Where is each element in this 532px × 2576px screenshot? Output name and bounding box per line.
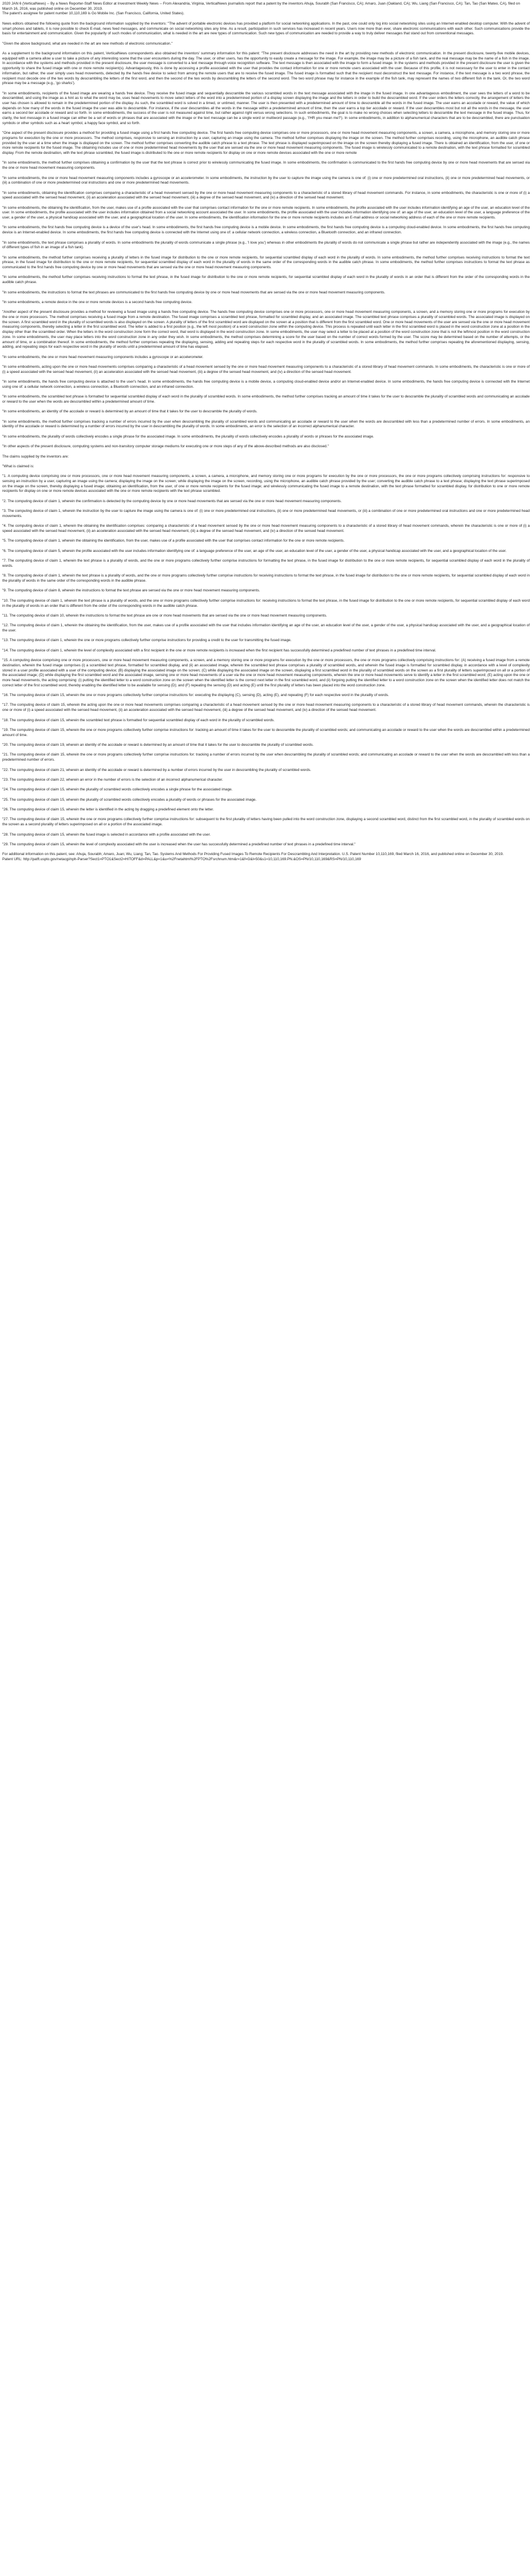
dateline: 2020 JAN 6 (VerticalNews) -- By a News Reporter-Staff News Editor at Investment Weekly News -- From Alexandria, Virginia, VerticalNews journalists report that a patent by the inventors Ahuja, Sourabh (San Francisco, CA); Amaro, Juan (Oakland, CA); Wu, Liang (San Francisco, CA); Tan, Tao (San Mateo, CA), filed on March 16, 2016, was published online on December 30, 2019.	[2, 2, 521, 11]
intro-paragraph: "In other aspects of the present disclosure, computing systems and non-transitory computer storage mediums for executing one or more steps of any of the above-described methods are also disclosed."	[2, 444, 329, 449]
claim-paragraph: "7. The computing device of claim 1, wherein the text phrase is a plurality of words, and the one or more programs collectively further comprise instructions for formatting the text phrase, in the fused image for distribution to the one or more remote recipients, for sequential scrambled display of each word in the plurality of words.	[2, 559, 530, 568]
intro-paragraph: "In some embodiments, the first hands free computing device is a device of the user's head. In some embodiments, the first hands free computing device is a mobile device. In some embodiments, the first hands free computing device is a computing cloud-enabled device. In some embodiments, the first hands free computing device is an Internet-enabled device. In some embodiments, the first hands free computing device is connected with the Internet using one of: a cellular network connection, a wireless connection, a Bluetooth connection, and an infrared connection.	[2, 225, 530, 235]
intro-section	[2, 22, 530, 470]
intro-paragraph: "One aspect of the present disclosure provides a method for providing a fused image using a first hands free computing device. The first hands free computing device comprises one or more processors, one or more head movement measuring components, a screen, a camera, a microphone, and memory storing one or more programs for execution by the one or more processors. The method comprises, responsive to sensing an instruction by a user, capturing an image using the camera. The method further comprises displaying the image on the screen. The method further comprises recording, using the microphone, an audible catch phrase provided by the user at a time when the image is displayed on the screen. The method further comprises converting the audible catch phrase to a text phrase. The text phrase is displayed superimposed on the image on the screen thereby displaying a fused image. There is obtained an identification, from the user, of one or more remote recipients for the fused image. The obtaining includes use of one or more predetermined head movements by the user that are sensed via the one or more head movement measuring components. The fused image is wirelessly communicated to a remote destination, with the text phrase formatted for scrambled display. From the remote destination, with the text phrase scrambled, the fused image is distributed to the one or more remote recipients for display on one or more remote devices associated with the one or more remote	[2, 131, 530, 156]
claim-paragraph: "22. The computing device of claim 21, wherein an identity of the accolade or reward is determined by a number of errors incurred by the user in descrambling the plurality of scrambled words.	[2, 768, 311, 772]
intro-paragraph: "In some embodiments, the one or more head movement measuring components includes a gyroscope or an accelerometer.	[2, 355, 204, 359]
intro-paragraph: "What is claimed is:	[2, 464, 34, 468]
claim-paragraph: "4. The computing device of claim 1, wherein the obtaining the identification comprises: comparing a characteristic of a head movement sensed by the one or more head movement measuring components to a characteristic of a stored library of head movement commands, wherein the characteristic is one or more of (i) a speed associated with the sensed head movement, (ii) an acceleration associated with the sensed head movement, (iii) a degree of the sensed head movement, and (iv) a direction of the sensed head movement.	[2, 524, 530, 534]
claim-paragraph: "11. The computing device of claim 10, wherein the instructions to format the text phrase are one or more head movements that are sensed via the one or more head movement measuring components.	[2, 613, 327, 618]
claim-paragraph: "24. The computing device of claim 15, wherein the plurality of scrambled words collectively encodes a single phrase for the associated image.	[2, 788, 233, 792]
intro-paragraph: "In some embodiments, a remote device in the one or more remote devices is a second hands free computing device.	[2, 300, 193, 304]
claim-paragraph: "26. The computing device of claim 15, wherein the letter is identified in the acting by dragging a predefined element onto the letter.	[2, 808, 214, 812]
intro-paragraph: "In some embodiments, recipients of the fused image are wearing a hands free device. They receive the fused image and sequentially descramble the various scrambled words in the text message associated with the image in the fused image. In one advantageous embodiment, the user sees the letters of a word to be descrambled, and using the image as a hint as to what the word may be, uses head movements to move select letters of the word into a predetermined portion of a display screen displaying the image and the letters in order to build the descrambled word. If the user orders the letters correctly, the arrangement of letters the user has chosen is allowed to remain in the predetermined portion of the display. As such, the scrambled word is solved in a timed, or untimed, manner. The user is then presented with a predetermined amount of time to descramble all the words in the fused image. The user earns an accolade or reward, the value of which depends on how many of the words in the fused image the user was able to descramble. For instance, if the user descrambles all the words in the message within a predetermined amount of time, then the user earns a top tier accolade or reward. If the user descrambles most but not all the words in the message, the user earns a second tier accolade or reward and so forth. In some embodiments, the success of the user is not measured against time, but rather against right versus wrong selections. In such embodiments, the goal is to make no wrong choices when selecting letters to descramble the text message in the fused image. Thus, for clarity, the text message in a fused image can either be a set of words or phrases that are associated with the image or the text message can be a single word or multiword passage (e.g., 'I'HR you mean me?'). In some embodiments, in addition to alphanumerical characters that are to be descrambled, there are punctuation symbols or other symbols such as a heart symbol, a happy face symbol, and so forth.	[2, 91, 530, 125]
intro-paragraph: As a supplement to the background information on this patent, VerticalNews correspondents also obtained the inventors' summary information for this patent: "The present disclosure addresses the need in the art by providing new methods of electronic communication. In the present disclosure, twenty-five mobile devices, equipped with a camera allow a user to take a picture of any interesting scene that the user encounters during the day. The user, or other users, has the opportunity to easily create a message for the image. For example, the image may be a picture of a fish tank, and the real message may be the name of a fish in the image. In accordance with the systems and methods provided in the present disclosure, the user message is converted to a text message through voice recognition software. The text message is then associated with the image to form a fused image. In the systems and methods provided in the present disclosure the user is given the opportunity to share the fused image with one or more remote recipient(s). Advantageously, this is done by accessing a profile associated with the user that provides the contact information for one or more remote users associated with the user. Because of this profile, it is not necessary for the user to enter in the contact information, but rather, the user simply uses head movements, detected by the hands free device to select from among the remote users that are to receive the fused image. The fused image is formatted such that the recipient must deconstruct the text message. For instance, if the text message is a two word phrase, the recipient must decode one of the two words by descrambling the letters of the first word, and then the second of the two words by descrambling the letters of the second word. The two word phrase may for instance in the example of the fish tank, may represent the names of two different fish in the tank. Or, the two word phrase may be a message (e.g., 'go sharks').	[2, 51, 530, 86]
intro-paragraph: "In some embodiments, the method further comprises receiving instructions to format the text phrase, in the fused image for distribution to the one or more remote recipients, for sequential scrambled display of each word in the plurality of words in an order that is different from the order of the corresponding words in the audible catch phrase.	[2, 275, 530, 285]
intro-paragraph: "In some embodiments, acting upon the one or more head movements comprises comparing a characteristic of a head movement sensed by the one or more head movement measuring components to a characteristic of a stored library of head movement commands. In some embodiments, the characteristic is one or more of (i) a speed associated with the sensed head movement, (ii) an acceleration associated with the sensed head movement, (iii) a degree of the sensed head movement, and (iv) a direction of the sensed head movement.	[2, 365, 530, 374]
claim-paragraph: "12. The computing device of claim 1, wherein the obtaining the identification, from the user, makes use of a profile associated with the user that includes information identifying an age of the user, an education level of the user, a gender of the user, a physical handicap associated with the user, and a geographical location of the user.	[2, 623, 530, 633]
intro-paragraph: "In some embodiments, the instructions to format the text phrases are communicated to the first hands free computing device by one or more head movements that are sensed via the one or more head movement measuring components.	[2, 290, 386, 295]
claim-paragraph: "6. The computing device of claim 5, wherein the profile associated with the user includes information identifying one of: a language preference of the user, an age of the user, an education level of the user, a gender of the user, a physical handicap associated with the user, and a geographical location of the user.	[2, 548, 507, 553]
claim-paragraph: "3. The computing device of claim 1, wherein the instruction by the user to capture the image using the camera is one of: (i) one or more predetermined oral instructions, (ii) one or more predetermined head movements, or (iii) a combination of one or more predetermined oral instructions and one or more predetermined head movements.	[2, 509, 530, 518]
claims-section	[2, 474, 530, 847]
intro-paragraph: "Given the above background, what are needed in the art are new methods of electronic communication."	[2, 41, 173, 46]
claim-paragraph: "28. The computing device of claim 15, wherein the fused image is selected in accordance with a profile associated with the user.	[2, 832, 211, 837]
intro-paragraph: "In some embodiments, an identity of the accolade or reward is determined by an amount of time that it takes for the user to descramble the plurality of words.	[2, 410, 257, 414]
claim-paragraph: "15. A computing device comprising one or more processors, one or more head movement measuring components, a screen, and a memory storing one or more programs for execution by the one or more processors, the one or more programs collectively comprising instructions for: (A) receiving a fused image from a remote destination, wherein the fused image comprises (i) a scrambled text phrase, formatted for scrambled display, and (ii) an associated image, wherein the scrambled text phrase comprises a plurality of scrambled words, and wherein the fused image is formatted for scrambled display, in accordance with a level of complexity stored in a user profile associated with a user of the computing device; (B) displaying the associated image on the screen; (C) while displaying the associated image on the screen, displaying a first scrambled word in the plurality of scrambled words on the screen as a first plurality of letters superimposed on all or a portion of the associated image; (D) while displaying the first scrambled word and the associated image, sensing one or more head movements of a user via the one or more head movement measuring components, wherein the one or more head movements serve to identify a letter in the first scrambled word; (E) acting upon the one or more head movements, the acting comprising: (i) putting the identified letter to a word construction zone on the screen when the identified letter is the correct next letter in the first scrambled word, and (ii) forgoing putting the identified letter to a word construction zone on the screen when the identified letter does not match the correct letter of the first scrambled word, thereby enabling the identified letter to be available for sensing (D); and (F) repeating the sensing (D) and acting (E) until the first plurality of letters has been placed into the word construction zone.	[2, 658, 530, 687]
claim-paragraph: "29. The computing device of claim 15, wherein the level of complexity associated with the user is increased when the user has successfully determined a predefined number of text phrases in a predefined time interval."	[2, 842, 356, 846]
claim-paragraph: "9. The computing device of claim 8, wherein the instructions to format the text phrase are sensed via the one or more head movement measuring components.	[2, 589, 260, 593]
intro-paragraph: "In some embodiments, the method further comprises obtaining a confirmation by the user that the text phrase is correct prior to wirelessly communicating the fused image. In some embodiments, the confirmation is communicated to the first hands free computing device by one or more head movements that are sensed via the one or more head movement measuring components.	[2, 161, 530, 170]
claim-paragraph: "13. The computing device of claim 1, wherein the one or more programs collectively further comprise instructions for providing a credit to the user for transmitting the fused image.	[2, 638, 292, 643]
claim-paragraph: "25. The computing device of claim 15, wherein the plurality of scrambled words collectively encodes a plurality of words or phrases for the associated image.	[2, 797, 257, 802]
intro-paragraph: "In some embodiments, the plurality of words collectively encodes a single phrase for the associated image. In some embodiments, the plurality of words collectively encodes a plurality of words or phrases for the associated image.	[2, 434, 374, 439]
intro-paragraph: "In some embodiments, the method further comprises receiving a plurality of letters in the fused image for distribution to the one or more remote recipients, for sequential scrambled display of each word in the plurality of words. In some embodiments, the method further comprises receiving instructions to format the text phrase, in the fused image for distribution to the one or more remote recipients, for sequential scrambled display of each word in the plurality of words in the same order of the corresponding words in the audible catch phrase. In some embodiments, the method further comprises instructions to format the text phrase as communicated to the first hands free computing device by one or more head movements that are sensed via the one or more head movement measuring components.	[2, 255, 530, 270]
intro-paragraph: "Another aspect of the present disclosure provides a method for reviewing a fused image using a hands free computing device. The hands free computing device comprises one or more processors, one or more head movement measuring components, a screen, and a memory storing one or more programs for execution by the one or more processors. The method comprises receiving a fused image from a remote destination. The fused image comprises a scrambled text phrase, formatted for scrambled display, and an associated image. The scrambled text phrase comprises a plurality of scrambled words. The associated image is displayed on the screen. A first scrambled word in the plurality of scrambled words is also displayed on the screen. A plurality of letters of the first scrambled word are displayed on the screen at a position that is different from the first scrambled word. One or more head movements of the user are sensed via the one or more head movement measuring components, thereby selecting a letter in the first scrambled word. The letter is added to a first position (e.g., the left most position) of a word construction zone within the computing device. This process is repeated until each letter in the first scrambled word is placed in the word construction zone at a position in the display other than the scrambled order. When the letters in the word construction zone form the correct word, that word is displayed in the word construction zone. In some embodiments, the user may select a letter to be placed at a position of the word construction zone that is not the leftmost position in the word construction zone. In some embodiments, the user may place letters into the word construction zone in any order they wish. In some embodiments, the method comprises determining a score for the user based on the number of correct words formed by the user. The score may be determined based on the number of attempts, or the amount of time, or a combination thereof. In some embodiments, the method further comprises repeating the displaying, sensing, adding and repeating steps for each respective word in the plurality of scrambled words. In some embodiments, the method further comprises repeating the aforementioned displaying, sensing, adding, and repeating steps for each respective word in the plurality of words until a predetermined amount of time has elapsed.	[2, 310, 530, 349]
claim-paragraph: "14. The computing device of claim 1, wherein the level of complexity associated with a first recipient in the one or more remote recipients is increased when the first recipient has successfully determined a predefined number of text phrases in a predefined time interval.	[2, 648, 436, 653]
intro-paragraph: "In some embodiments, the one or more head movement measuring components includes a gyroscope or an accelerometer. In some embodiments, the instruction by the user to capture the image using the camera is one of: (i) one or more predetermined oral instructions, (ii) one or more predetermined head movements, or (iii) a combination of one or more predetermined oral instructions and one or more predetermined head movements.	[2, 176, 530, 185]
claim-paragraph: "8. The computing device of claim 1, wherein the text phrase is a plurality of words, and the one or more programs collectively further comprise instructions for receiving instructions to format the text phrase, in the fused image for distribution to the one or more remote recipients, for sequential scrambled display of each word in the plurality of words in the same order of the corresponding words in the audible phrase.	[2, 574, 530, 583]
claim-paragraph: "1. A computing device comprising one or more processors, one or more head movement measuring components, a screen, a camera, a microphone, and memory storing one or more programs for execution by the one or more processors, the one or more programs collectively comprising instructions for: responsive to sensing an instruction by a user, capturing an image using the camera; displaying the image on the screen; while displaying the image on the screen, recording, using the microphone, an audible catch phrase provided by the user; converting the audible catch phrase to a text phrase; displaying the text phrase superimposed on the image on the screen, thereby displaying a fused image; obtaining an identification, from the user, of one or more remote recipients for the fused image; and wirelessly communicating the fused image to a remote destination, with the text phrase formatted for scrambled display, for distribution to one or more remote recipients for display on one or more remote devices associated with the one or more remote recipients with the text phrase scrambled.	[2, 474, 530, 494]
additional-info: For additional information on this patent, see: Ahuja, Sourabh; Amaro, Juan; Wu, Liang; Tan, Tao. Systems And Methods For Providing Fused Images To Remote Recipients For Descrambling And Interpretation. U.S. Patent Number 10,110,169, filed March 16, 2016, and published online on December 30, 2019.	[2, 852, 504, 857]
intro-paragraph: News editors obtained the following quote from the background information supplied by the inventors: "The advent of portable electronic devices has provided a platform for social networking applications. In the past, one could only log into social networking sites using an Internet-enabled desktop computer. With the advent of smart phones and tablets, it is now possible to check E-mail, news feed messages, and communicate on social networking sites any time. As a result, participation in such services has increased in recent years. Users now more than ever, share electronic communications with each other. Such communications provide the basis for entertainment and communication. Given the popularity of such modes of communication, what is needed in the art are new types of communication. Such new types of communication are needed to provide a way to truly deliver messages that stand out from conventional messages.	[2, 21, 530, 36]
intro-paragraph: "In some embodiments, obtaining the identification comprises comparing a characteristic of a head movement sensed by the one or more head movement measuring components to a characteristic of a stored library of head movement commands. For instance, in some embodiments, the characteristic is one or more of (i) a speed associated with the sensed head movement, (ii) an acceleration associated with the sensed head movement, (iii) a degree of the sensed head movement, and (iv) a direction of the sensed head movement.	[2, 190, 530, 200]
intro-paragraph: "In some embodiments, the method further comprises tracking a number of errors incurred by the user when descrambling the plurality of scrambled words and communicating an accolade or reward to the user when the words are descrambled with less than a predetermined number of errors. In some embodiments, an identity of the accolade or reward is determined by a number of errors incurred by the user in descrambling the plurality of words. In some embodiments, an error is the selection of an incorrect alphanumerical character.	[2, 419, 530, 429]
article-body	[0, 0, 532, 866]
intro-paragraph: "In some embodiments, the text phrase comprises a plurality of words. In some embodiments the plurality of words communicate a single phrase (e.g., 'I love you') whereas in other embodiments the plurality of words do not communicate a single phrase but rather are independently associated with the image (e.g., the names of different types of fish in an image of a fish tank).	[2, 240, 530, 250]
claim-paragraph: "10. The computing device of claim 1, wherein the text phrase is a plurality of words, and the one or more programs collectively further comprise instructions for: receiving instructions to format the text phrase, in the fused image for distribution to the one or more remote recipients, for sequential scrambled display of each word in the plurality of words in an order that is different from the order of the corresponding words in the audible catch phrase.	[2, 598, 530, 608]
intro-paragraph: "In some embodiments, the obtaining the identification, from the user, makes use of a profile associated with the user that comprises contact information for the one or more remote recipients. In some embodiments, the profile associated with the user includes information identifying an age of the user, an education level of the user. In some embodiments, the profile associated with the user includes information obtained from a social networking account associated the user. In some embodiments, the profile associated with the user includes information identifying one of: an age of the user, an education level of the user, a language preference of the user, a gender of the user, a physical handicap associated with the user, and a geographical location of the user. In some embodiments, the identification information for the one or more remote recipients includes an E-mail address or social networking address of each of the one or more remote recipients.	[2, 205, 530, 220]
intro-paragraph: "In some embodiments, the hands free computing device is attached to the user's head. In some embodiments, the hands free computing device is a mobile device, a computing cloud-enabled device and/or an Internet-enabled device. In some embodiments, the hands free computing device is connected with the Internet using one of: a cellular network connection, a wireless connection, a Bluetooth connection, and an infrared connection.	[2, 380, 530, 389]
assignee-line: The patent's assignee for patent number 10,110,169 is Go Mobile Inc. (San Francisco, California, United States).	[2, 11, 185, 16]
patent-url-link[interactable]: Patent URL: http://patft.uspto.gov/netacgi/nph-Parser?Sect1=PTO1&Sect2=HITOFF&d=PALL&p=1&u=%2Fnetahtml%2FPTO%2Fsrchnum.htm&r=1&f=G&l=50&s1=10,110,169.PN.&OS=PN/10,110,169&RS=PN/10,110,169	[2, 857, 362, 862]
claim-paragraph: "20. The computing device of claim 19, wherein an identity of the accolade or reward is determined by an amount of time that it takes for the user to descramble the plurality of scrambled words.	[2, 743, 314, 748]
claim-paragraph: "27. The computing device of claim 15, wherein the one or more programs collectively further comprise instructions for: subsequent to the first plurality of letters having been pulled into the word construction zone, displaying a second scrambled word, distinct from the first scrambled word, in the plurality of scrambled words on the screen as a second plurality of letters superimposed on all or a portion of the associated image.	[2, 817, 530, 827]
intro-paragraph: "In some embodiments, the scrambled text phrase is formatted for sequential scrambled display of each word in the plurality of scrambled words. In some embodiments, the method further comprises tracking an amount of time it takes for the user to descramble the plurality of scrambled words and communicating an accolade or reward to the user when the words are descrambled within a predetermined amount of time.	[2, 395, 530, 404]
claim-paragraph: "19. The computing device of claim 15, wherein the one or more programs collectively further comprise instructions for: tracking an amount of time it takes for the user to descramble the plurality of scrambled words; and communicating an accolade or reward to the user when the words are descrambled within a predetermined amount of time.	[2, 728, 530, 737]
claim-paragraph: "2. The computing device of claim 1, wherein the confirmation is detected by the computing device by one or more head movements that are sensed via the one or more head movement measuring components.	[2, 499, 342, 503]
claim-paragraph: "18. The computing device of claim 15, wherein the scrambled text phrase is formatted for sequential scrambled display of each word in the plurality of scrambled words.	[2, 718, 275, 722]
claim-paragraph: "21. The computing device of claim 15, wherein the one or more programs collectively further comprise instructions for: tracking a number of errors incurred by the user when descrambling the plurality of scrambled words; and communicating an accolade or reward to the user when the words are descrambled with less than a predetermined number of errors.	[2, 753, 530, 762]
claim-paragraph: "16. The computing device of claim 15, wherein the one or more programs collectively further comprise instructions for: executing the displaying (C), sensing (D), acting (E), and repeating (F) for each respective word in the plurality of words.	[2, 693, 389, 698]
intro-paragraph: The claims supplied by the inventors are:	[2, 454, 69, 459]
claim-paragraph: "5. The computing device of claim 1, wherein the obtaining the identification, from the user, makes use of a profile associated with the user that comprises contact information for the one or more remote recipients.	[2, 539, 345, 543]
claim-paragraph: "17. The computing device of claim 15, wherein the acting upon the one or more head movements comprises comparing a characteristic of a head movement sensed by the one or more head movement measuring components to a characteristic of a stored library of head movement commands, wherein the characteristic is one or more of (i) a speed associated with the sensed head movement, (ii) an acceleration associated with the sensed head movement, (iii) a degree of the sensed head movement, and (iv) a direction of the sensed head movement.	[2, 703, 530, 713]
claim-paragraph: "23. The computing device of claim 22, wherein an error in the number of errors is the selection of an incorrect alphanumerical character.	[2, 777, 223, 782]
